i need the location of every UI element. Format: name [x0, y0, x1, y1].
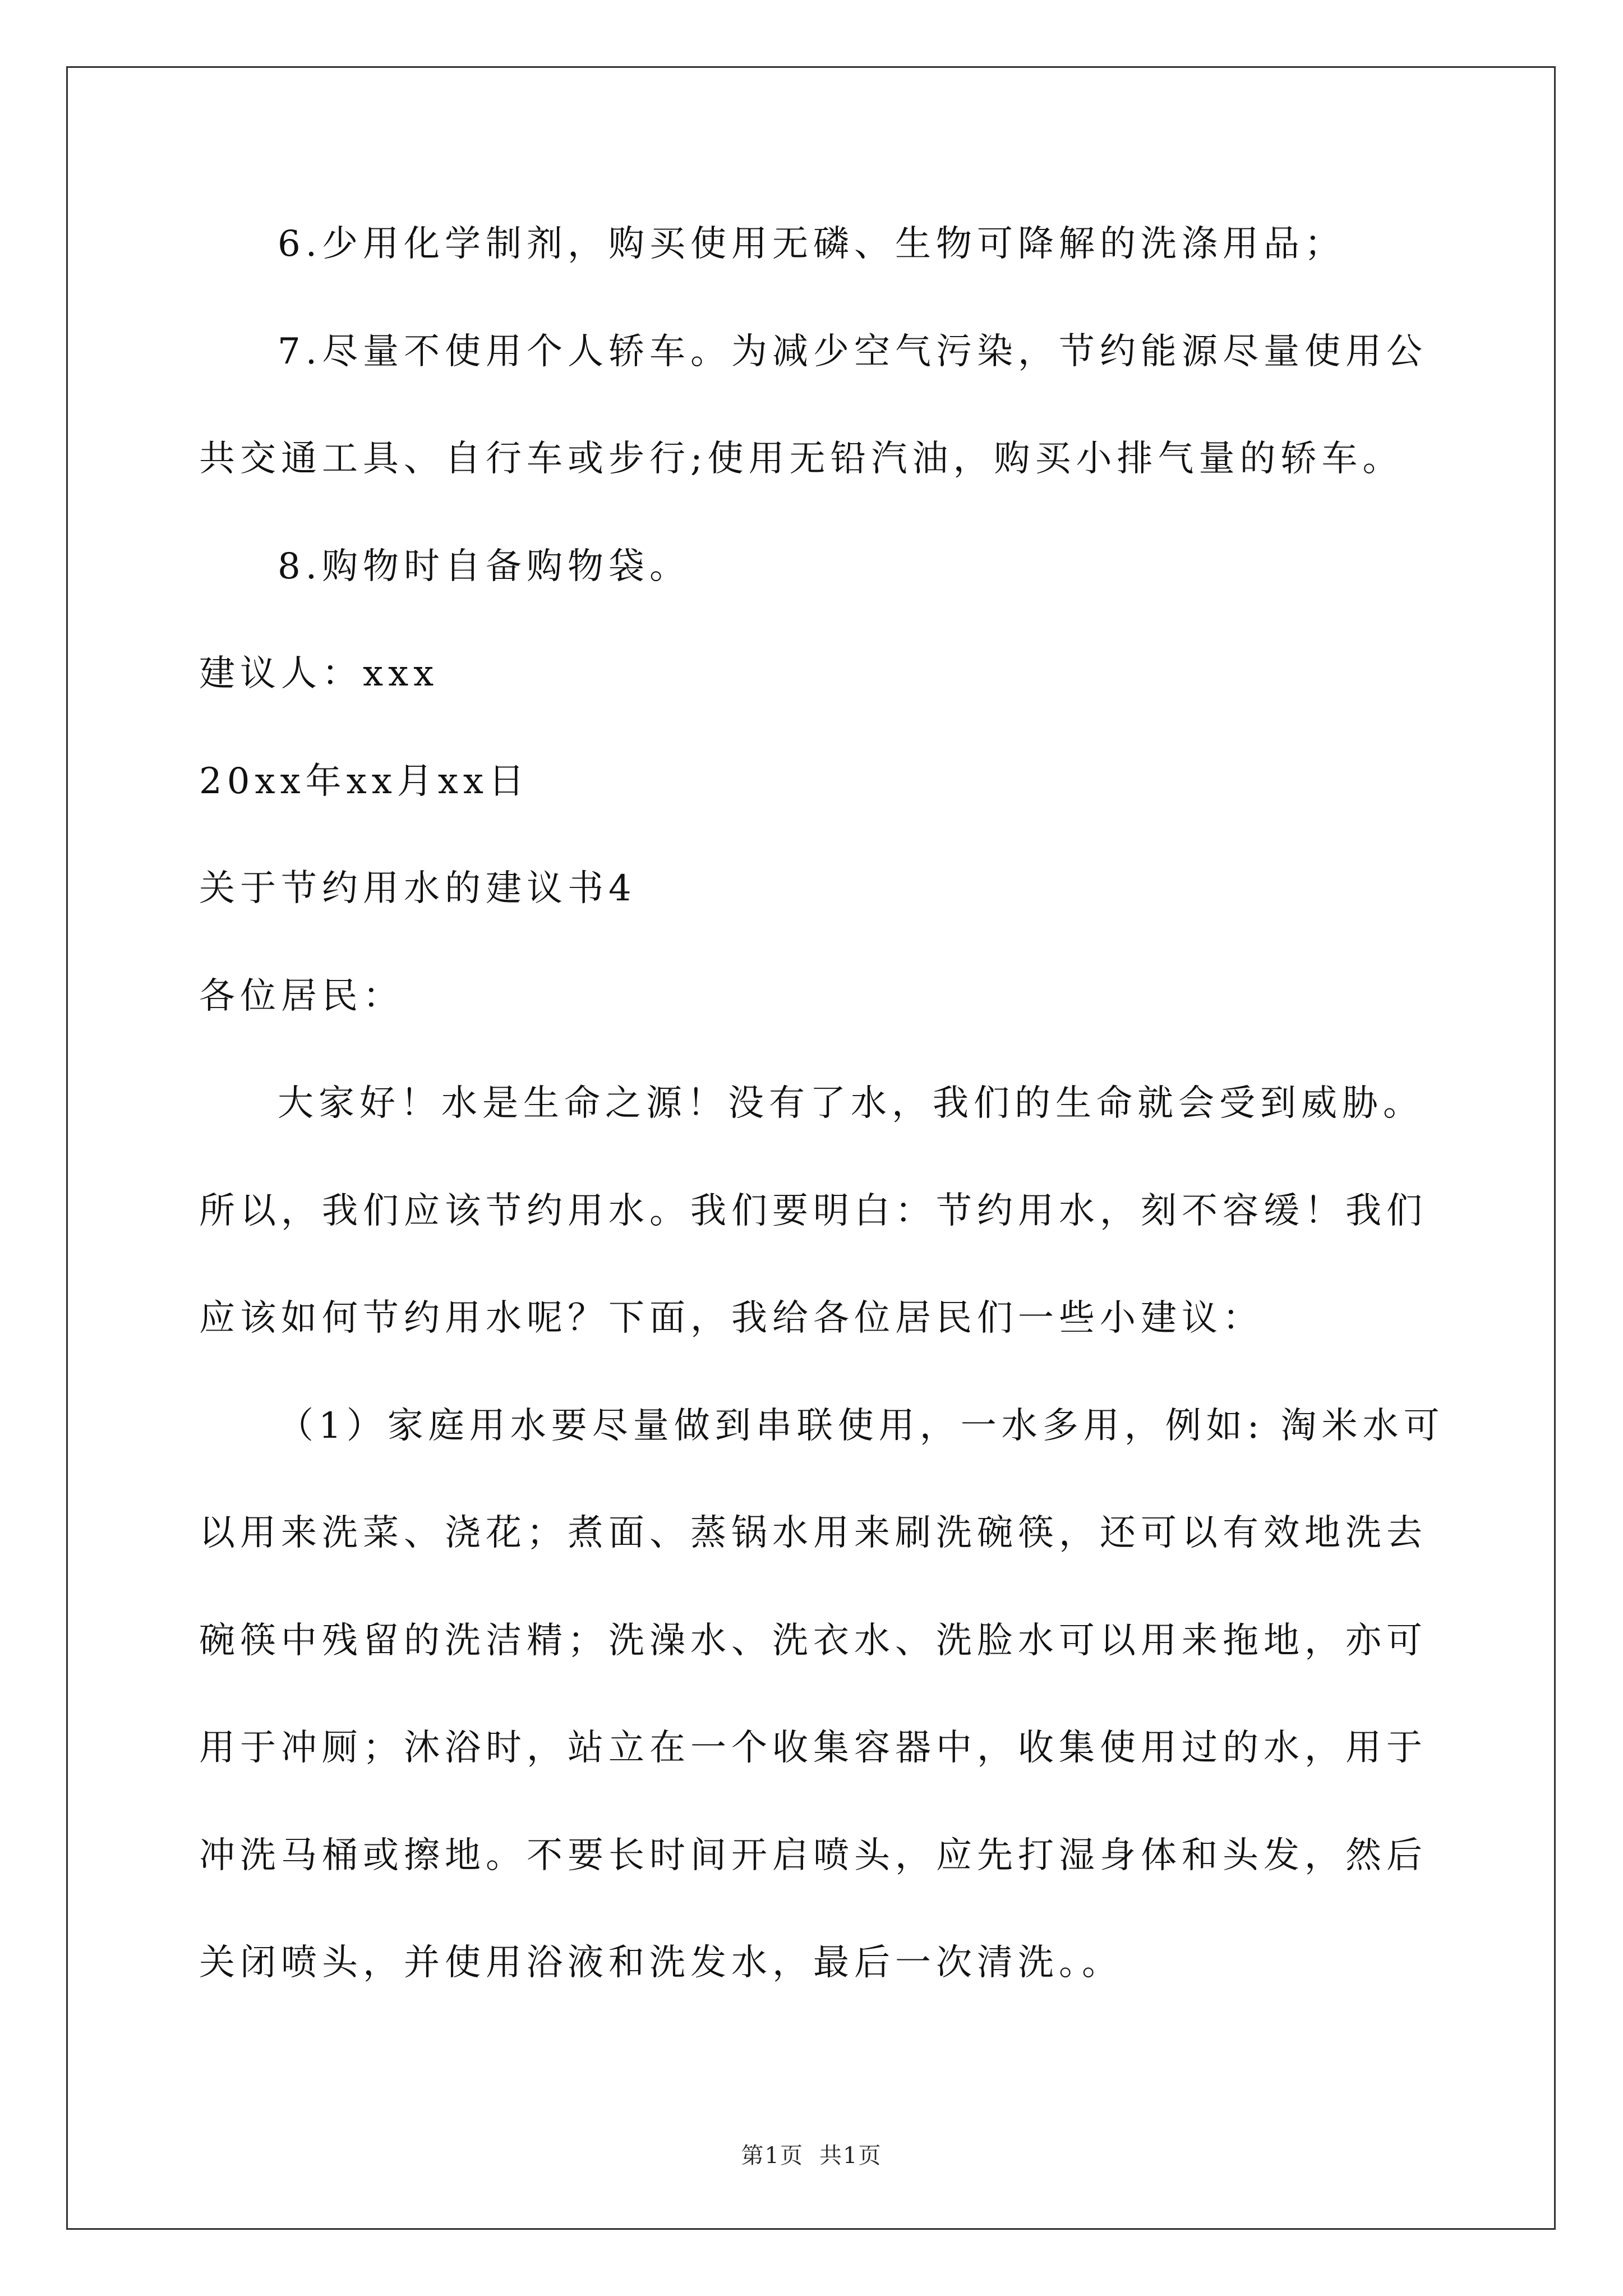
paragraph-suggestion-1-cont-4: 冲洗马桶或擦地。不要长时间开启喷头，应先打湿身体和头发，然后 — [199, 1835, 1427, 1876]
paragraph-item-8: 8.购物时自备购物袋。 — [278, 546, 691, 587]
page-number: 第1页 — [741, 2143, 804, 2169]
paragraph-intro: 大家好！水是生命之源！没有了水，我们的生命就会受到威胁。 — [278, 1083, 1424, 1124]
salutation: 各位居民： — [199, 976, 404, 1017]
signature-proposer: 建议人：xxx — [199, 653, 439, 694]
paragraph-item-7: 7.尽量不使用个人轿车。为减少空气污染，节约能源尽量使用公 — [278, 331, 1428, 372]
signature-date: 20xx年xx月xx日 — [199, 761, 529, 802]
paragraph-suggestion-1: （1）家庭用水要尽量做到串联使用，一水多用，例如: 淘米水可 — [278, 1405, 1445, 1447]
paragraph-suggestion-1-cont-1: 以用来洗菜、浇花；煮面、蒸锅水用来刷洗碗筷，还可以有效地洗去 — [199, 1512, 1427, 1554]
paragraph-item-6: 6.少用化学制剂，购买使用无磷、生物可降解的洗涤用品； — [278, 223, 1346, 265]
paragraph-suggestion-1-cont-2: 碗筷中残留的洗洁精；洗澡水、洗衣水、洗脸水可以用来拖地，亦可 — [199, 1620, 1427, 1662]
page-border — [66, 66, 1556, 2230]
section-title: 关于节约用水的建议书4 — [199, 868, 637, 909]
page-total: 共1页 — [819, 2143, 882, 2169]
paragraph-intro-cont-1: 所以，我们应该节约用水。我们要明白：节约用水，刻不容缓！我们 — [199, 1190, 1427, 1232]
page-footer — [0, 2140, 1623, 2171]
paragraph-item-7-cont: 共交通工具、自行车或步行;使用无铅汽油，购买小排气量的轿车。 — [199, 438, 1404, 480]
paragraph-suggestion-1-cont-3: 用于冲厕；沐浴时，站立在一个收集容器中，收集使用过的水，用于 — [199, 1727, 1427, 1769]
paragraph-suggestion-1-cont-5: 关闭喷头，并使用浴液和洗发水，最后一次清洗。。 — [199, 1942, 1123, 1984]
paragraph-intro-cont-2: 应该如何节约用水呢？下面，我给各位居民们一些小建议： — [199, 1297, 1264, 1339]
